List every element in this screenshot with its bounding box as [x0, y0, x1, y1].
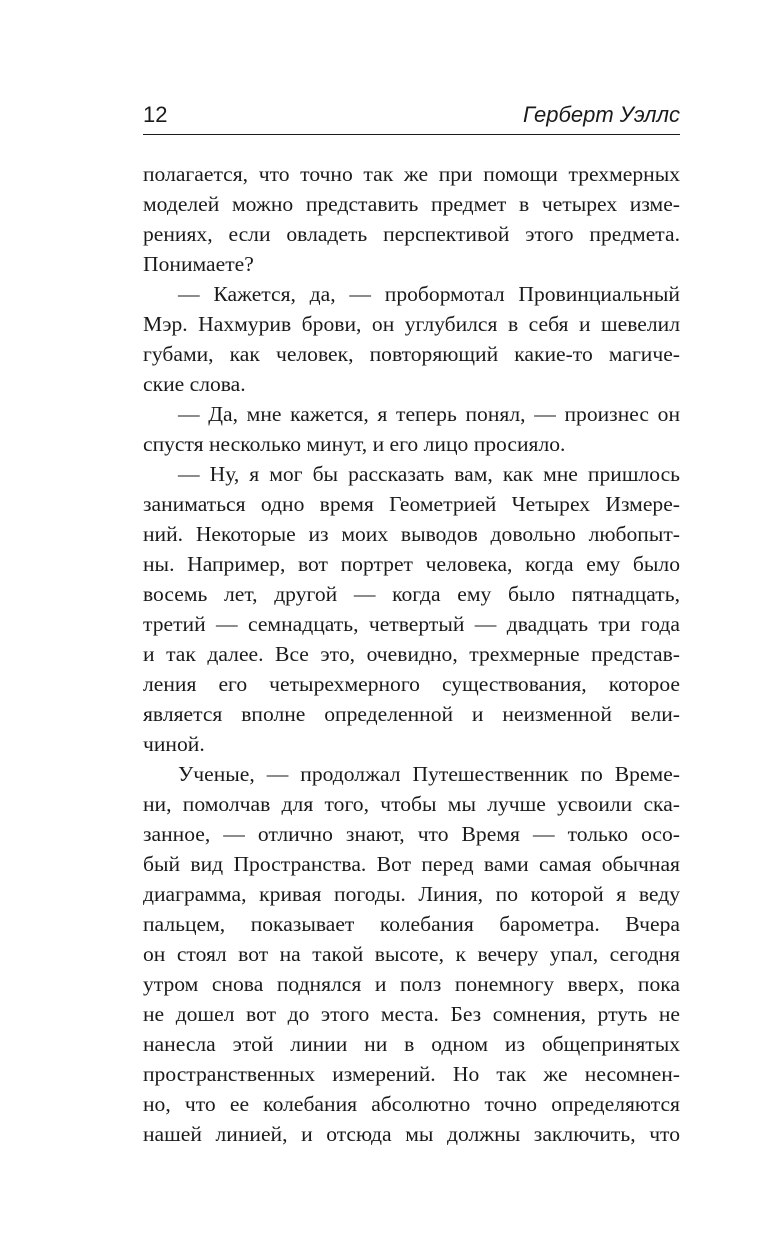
text-line: моделей можно представить предмет в четырех изме- — [143, 192, 680, 216]
text-line: Мэр. Нахмурив брови, он углубился в себя и шевелил — [143, 312, 680, 336]
text-line: пальцем, показывает колебания барометра. Вчера — [143, 912, 680, 936]
page-number: 12 — [143, 102, 168, 127]
text-line: не дошел вот до этого места. Без сомнения, ртуть не — [143, 1002, 680, 1026]
text-line: ские слова. — [143, 372, 246, 396]
text-line: Понимаете? — [143, 252, 254, 276]
header-rule — [143, 134, 680, 135]
text-line: — Да, мне кажется, я теперь понял, — произнес он — [178, 402, 680, 426]
text-line: занное, — отлично знают, что Время — только осо- — [143, 822, 680, 846]
text-line: но, что ее колебания абсолютно точно определяются — [143, 1092, 680, 1116]
text-line: рениях, если овладеть перспективой этого предмета. — [143, 222, 680, 246]
text-line: Ученые, — продолжал Путешественник по Време- — [178, 762, 680, 786]
text-line: полагается, что точно так же при помощи трехмерных — [143, 162, 680, 186]
text-line: является вполне определенной и неизменной вели- — [143, 702, 680, 726]
text-line: утром снова поднялся и полз понемногу вверх, пока — [143, 972, 680, 996]
text-line: чиной. — [143, 732, 205, 756]
text-line: — Кажется, да, — пробормотал Провинциальный — [178, 282, 680, 306]
text-line: и так далее. Все это, очевидно, трехмерные представ- — [143, 642, 680, 666]
text-line: диаграмма, кривая погоды. Линия, по которой я веду — [143, 882, 680, 906]
text-line: — Ну, я мог бы рассказать вам, как мне пришлось — [178, 462, 680, 486]
text-line: спустя несколько минут, и его лицо просияло. — [143, 432, 566, 456]
text-line: ни, помолчав для того, чтобы мы лучше усвоили ска- — [143, 792, 680, 816]
text-line: нанесла этой линии ни в одном из общепринятых — [143, 1032, 680, 1056]
text-line: восемь лет, другой — когда ему было пятнадцать, — [143, 582, 680, 606]
text-line: нашей линией, и отсюда мы должны заключить, что — [143, 1122, 680, 1146]
text-line: бый вид Пространства. Вот перед вами самая обычная — [143, 852, 680, 876]
text-line: третий — семнадцать, четвертый — двадцать три года — [143, 612, 680, 636]
page-header — [143, 100, 680, 134]
text-line: ний. Некоторые из моих выводов довольно любопыт- — [143, 522, 680, 546]
running-head-author: Герберт Уэллс — [523, 102, 680, 127]
body-text — [143, 159, 680, 1149]
text-line: он стоял вот на такой высоте, к вечеру упал, сегодня — [143, 942, 680, 966]
text-line: губами, как человек, повторяющий какие-то магиче- — [143, 342, 680, 366]
text-line: заниматься одно время Геометрией Четырех Измере- — [143, 492, 680, 516]
text-line: ления его четырехмерного существования, которое — [143, 672, 680, 696]
text-line: пространственных измерений. Но так же несомнен- — [143, 1062, 680, 1086]
text-line: ны. Например, вот портрет человека, когда ему было — [143, 552, 680, 576]
